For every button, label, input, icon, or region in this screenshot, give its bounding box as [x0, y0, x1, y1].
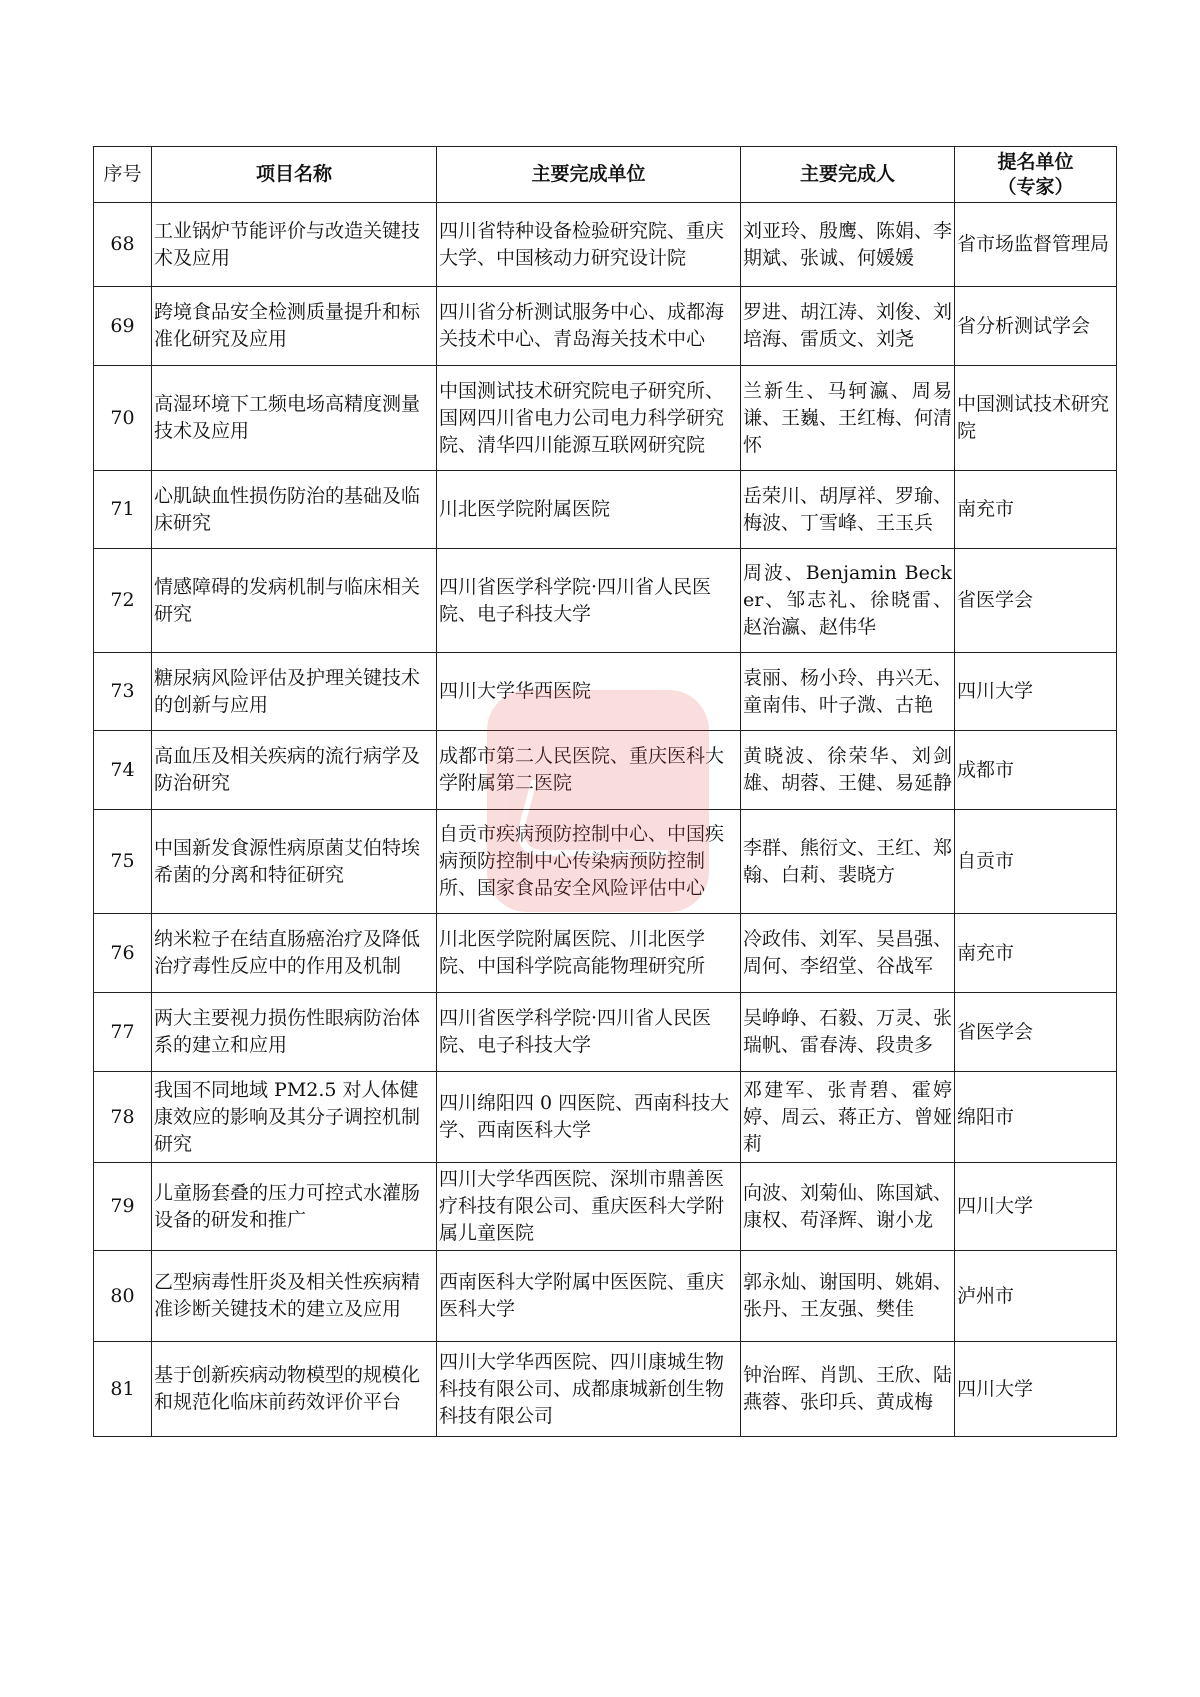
- nominator-cell: 南充市: [955, 471, 1117, 549]
- row-number: 80: [94, 1251, 152, 1342]
- table-row: [94, 471, 1117, 549]
- project-name-cell: 乙型病毒性肝炎及相关性疾病精准诊断关键技术的建立及应用: [152, 1251, 437, 1342]
- row-number: 73: [94, 653, 152, 731]
- main-people-cell: 钟治晖、肖凯、王欣、陆燕蓉、张印兵、黄成梅: [741, 1342, 955, 1437]
- main-unit-cell: 四川大学华西医院、四川康城生物科技有限公司、成都康城新创生物科技有限公司: [437, 1342, 741, 1437]
- main-people-cell: 黄晓波、徐荣华、刘剑雄、胡蓉、王健、易延静: [741, 731, 955, 810]
- nominator-cell: 中国测试技术研究院: [955, 366, 1117, 471]
- project-name-cell: 情感障碍的发病机制与临床相关研究: [152, 549, 437, 653]
- main-unit-cell: 自贡市疾病预防控制中心、中国疾病预防控制中心传染病预防控制所、国家食品安全风险评估中心: [437, 810, 741, 914]
- table-row: [94, 1342, 1117, 1437]
- table-row: [94, 203, 1117, 287]
- nominator-cell: 绵阳市: [955, 1072, 1117, 1163]
- nominator-cell: 泸州市: [955, 1251, 1117, 1342]
- nominator-cell: 自贡市: [955, 810, 1117, 914]
- main-people-cell: 邓建军、张青碧、霍婷婷、周云、蒋正方、曾娅莉: [741, 1072, 955, 1163]
- project-name-cell: 两大主要视力损伤性眼病防治体系的建立和应用: [152, 993, 437, 1072]
- main-unit-cell: 川北医学院附属医院: [437, 471, 741, 549]
- table-row: [94, 1251, 1117, 1342]
- project-name-cell: 纳米粒子在结直肠癌治疗及降低治疗毒性反应中的作用及机制: [152, 914, 437, 993]
- header-main-people: 主要完成人: [741, 147, 955, 203]
- main-people-cell: 吴峥峥、石毅、万灵、张瑞帆、雷春涛、段贵多: [741, 993, 955, 1072]
- nominator-cell: 四川大学: [955, 1342, 1117, 1437]
- project-name-cell: 儿童肠套叠的压力可控式水灌肠设备的研发和推广: [152, 1163, 437, 1251]
- main-people-cell: 冷政伟、刘军、吴昌强、周何、李绍堂、谷战军: [741, 914, 955, 993]
- row-number: 74: [94, 731, 152, 810]
- table-header-row: [94, 147, 1117, 203]
- row-number: 79: [94, 1163, 152, 1251]
- header-main-unit: 主要完成单位: [437, 147, 741, 203]
- main-people-cell: 岳荣川、胡厚祥、罗瑜、梅波、丁雪峰、王玉兵: [741, 471, 955, 549]
- row-number: 78: [94, 1072, 152, 1163]
- main-unit-cell: 四川省医学科学院·四川省人民医院、电子科技大学: [437, 549, 741, 653]
- main-unit-cell: 川北医学院附属医院、川北医学院、中国科学院高能物理研究所: [437, 914, 741, 993]
- main-unit-cell: 四川大学华西医院、深圳市鼎善医疗科技有限公司、重庆医科大学附属儿童医院: [437, 1163, 741, 1251]
- project-name-cell: 糖尿病风险评估及护理关键技术的创新与应用: [152, 653, 437, 731]
- project-name-cell: 工业锅炉节能评价与改造关键技术及应用: [152, 203, 437, 287]
- main-people-cell: 郭永灿、谢国明、姚娟、张丹、王友强、樊佳: [741, 1251, 955, 1342]
- table-row: [94, 914, 1117, 993]
- main-people-cell: 向波、刘菊仙、陈国斌、康权、苟泽辉、谢小龙: [741, 1163, 955, 1251]
- main-unit-cell: 四川省分析测试服务中心、成都海关技术中心、青岛海关技术中心: [437, 287, 741, 366]
- nominator-cell: 四川大学: [955, 653, 1117, 731]
- header-no: 序号: [94, 147, 152, 203]
- row-number: 68: [94, 203, 152, 287]
- project-name-cell: 跨境食品安全检测质量提升和标准化研究及应用: [152, 287, 437, 366]
- table-row: [94, 549, 1117, 653]
- project-name-cell: 高湿环境下工频电场高精度测量技术及应用: [152, 366, 437, 471]
- main-unit-cell: 四川省医学科学院·四川省人民医院、电子科技大学: [437, 993, 741, 1072]
- nominator-cell: 南充市: [955, 914, 1117, 993]
- row-number: 69: [94, 287, 152, 366]
- row-number: 77: [94, 993, 152, 1072]
- main-unit-cell: 中国测试技术研究院电子研究所、国网四川省电力公司电力科学研究院、清华四川能源互联网研究院: [437, 366, 741, 471]
- project-name-cell: 中国新发食源性病原菌艾伯特埃希菌的分离和特征研究: [152, 810, 437, 914]
- main-unit-cell: 四川绵阳四 0 四医院、西南科技大学、西南医科大学: [437, 1072, 741, 1163]
- table-row: [94, 287, 1117, 366]
- main-unit-cell: 成都市第二人民医院、重庆医科大学附属第二医院: [437, 731, 741, 810]
- watermark-logo: [487, 690, 709, 912]
- header-project-name: 项目名称: [152, 147, 437, 203]
- main-people-cell: 周波、Benjamin Becker、邹志礼、徐晓雷、赵治瀛、赵伟华: [741, 549, 955, 653]
- table-row: [94, 1072, 1117, 1163]
- main-unit-cell: 四川省特种设备检验研究院、重庆大学、中国核动力研究设计院: [437, 203, 741, 287]
- header-nominator-line1: 提名单位: [997, 150, 1074, 173]
- nominator-cell: 省分析测试学会: [955, 287, 1117, 366]
- watermark-mark-icon: [511, 780, 687, 856]
- row-number: 71: [94, 471, 152, 549]
- header-nominator: [955, 147, 1117, 203]
- project-name-cell: 心肌缺血性损伤防治的基础及临床研究: [152, 471, 437, 549]
- table-row: [94, 993, 1117, 1072]
- main-people-cell: 罗进、胡江涛、刘俊、刘培海、雷质文、刘尧: [741, 287, 955, 366]
- nominator-cell: 省医学会: [955, 549, 1117, 653]
- table-row: [94, 366, 1117, 471]
- main-people-cell: 李群、熊衍文、王红、郑翰、白莉、裴晓方: [741, 810, 955, 914]
- main-unit-cell: 西南医科大学附属中医医院、重庆医科大学: [437, 1251, 741, 1342]
- table-row: [94, 1163, 1117, 1251]
- main-unit-cell: 四川大学华西医院: [437, 653, 741, 731]
- nominator-cell: 成都市: [955, 731, 1117, 810]
- main-people-cell: 刘亚玲、殷鹰、陈娟、李期斌、张诚、何媛媛: [741, 203, 955, 287]
- project-name-cell: 我国不同地域 PM2.5 对人体健康效应的影响及其分子调控机制研究: [152, 1072, 437, 1163]
- nominator-cell: 省医学会: [955, 993, 1117, 1072]
- project-name-cell: 基于创新疾病动物模型的规模化和规范化临床前药效评价平台: [152, 1342, 437, 1437]
- main-people-cell: 袁丽、杨小玲、冉兴无、童南伟、叶子溦、古艳: [741, 653, 955, 731]
- row-number: 81: [94, 1342, 152, 1437]
- nominator-cell: 四川大学: [955, 1163, 1117, 1251]
- row-number: 70: [94, 366, 152, 471]
- project-name-cell: 高血压及相关疾病的流行病学及防治研究: [152, 731, 437, 810]
- main-people-cell: 兰新生、马轲瀛、周易谦、王巍、王红梅、何清怀: [741, 366, 955, 471]
- nominator-cell: 省市场监督管理局: [955, 203, 1117, 287]
- row-number: 75: [94, 810, 152, 914]
- row-number: 76: [94, 914, 152, 993]
- row-number: 72: [94, 549, 152, 653]
- header-nominator-line2: （专家）: [997, 175, 1074, 198]
